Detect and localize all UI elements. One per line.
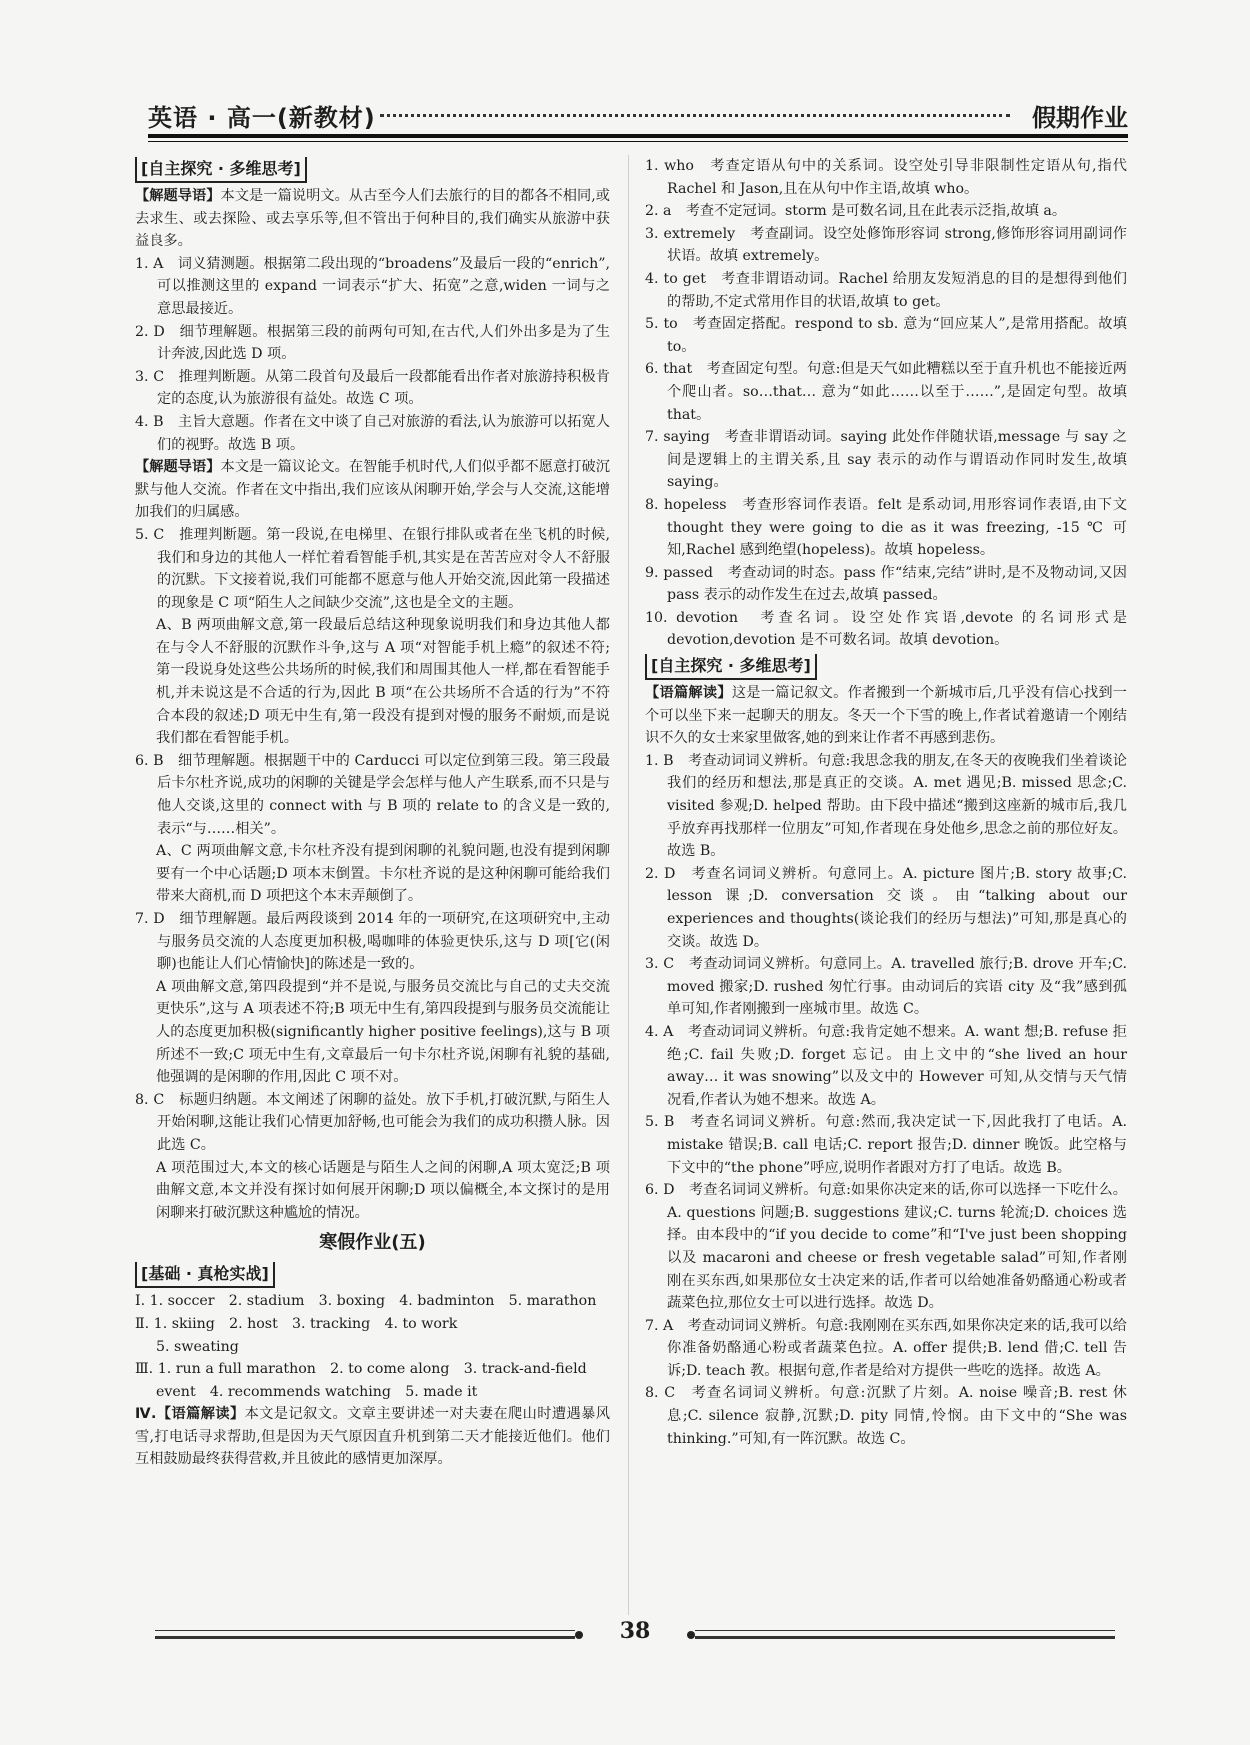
assignment-title: 寒假作业(五)	[319, 1232, 426, 1254]
answer-item: 3. extremely 考查副词。设空处修饰形容词 strong,修饰形容词用副词作状语。故填 extremely。	[645, 225, 1127, 265]
answer-item: 5. C 推理判断题。第一段说,在电梯里、在银行排队或者在坐飞机的时候,我们和身边的其他人一样忙着看智能手机,其实是在苦苦应对令人不舒服的沉默。下文接着说,我们可能都不愿意与他人开始交流,因此第一段描述的现象是 C 项“陌生人之间缺少交流”,这也是全文的主题。	[135, 526, 610, 611]
header-rule-thin	[148, 141, 1128, 142]
answer-item: 5. to 考查固定搭配。respond to sb. 意为“回应某人”,是常用搭配。故填 to。	[645, 316, 1127, 355]
column-divider	[628, 155, 629, 1615]
answer-line: Ⅰ. 1. soccer 2. stadium 3. boxing 4. badminton 5. marathon	[135, 1293, 597, 1310]
answer-item: 6. that 考查固定句型。句意:但是天气如此糟糕以至于直升机也不能接近两个爬山者。so…that… 意为“如此……以至于……”,是固定句型。故填 that。	[645, 361, 1127, 423]
series-title: 假期作业	[1032, 104, 1128, 132]
answer-item: 1. B 考查动词词义辨析。句意:我思念我的朋友,在冬天的夜晚我们坐着谈论我们的经历和想法,那是真正的交谈。A. met 遇见;B. missed 思念;C. visited 参观;D. helped 帮助。由下段中描述“搬到这座新的城市后,我几乎放弃再找那样一位朋友”可知,作者现在身处他乡,思念之前的那位好友。故选 B。	[645, 752, 1127, 860]
header-dotted-leader	[380, 114, 1010, 117]
answer-item: 3. C 考查动词词义辨析。句意同上。A. travelled 旅行;B. drove 开车;C. moved 搬家;D. rushed 匆忙行事。由动词后的宾语 city 及“我”感到孤单可知,作者刚搬到一座城市里。故选 C。	[645, 956, 1127, 1018]
section-heading: [自主探究 · 多维思考]	[135, 157, 307, 183]
answer-item: 8. C 标题归纳题。本文阐述了闲聊的益处。放下手机,打破沉默,与陌生人开始闲聊,这能让我们心情更加舒畅,也可能会为我们的成功积攒人脉。因此选 C。	[135, 1091, 610, 1153]
answer-line: Ⅲ. 1. run a full marathon 2. to come along 3. track-and-field	[135, 1361, 587, 1378]
section-heading: [自主探究 · 多维思考]	[645, 654, 817, 680]
page-footer	[155, 1618, 1115, 1658]
answer-item: 6. D 考查名词词义辨析。句意:如果你决定来的话,你可以选择一下吃什么。A. questions 问题;B. suggestions 建议;C. turns 轮流;D. choices 选择。由本段中的“if you decide to come”和“I've just been shopping 以及 macaroni and cheese or fresh vegetable salad”可知,作者刚刚在买东西,如果那位女士决定来的话,作者可以给她准备奶酪通心粉或者蔬菜色拉,那位女士可以进行选择。故选 D。	[645, 1182, 1127, 1312]
answer-item: 2. D 考查名词词义辨析。句意同上。A. picture 图片;B. story 故事;C. lesson 课;D. conversation 交谈。由“talking about our experiences and thoughts(谈论我们的经历与想法)”可知,那是真心的交谈。故选 D。	[645, 865, 1127, 950]
passage-intro: 【语篇解读】这是一篇记叙文。作者搬到一个新城市后,几乎没有信心找到一个可以坐下来一起聊天的朋友。冬天一个下雪的晚上,作者试着邀请一个刚结识不久的女士来家里做客,她的到来让作者不再感到悲伤。	[645, 685, 1127, 747]
answer-item: 7. A 考查动词词义辨析。句意:我刚刚在买东西,如果你决定来的话,我可以给你准备奶酪通心粉或者蔬菜色拉。A. offer 提供;B. lend 借;C. tell 告诉;D. teach 教。根据句意,作者是给对方提供一些吃的选择。故选 A。	[645, 1317, 1127, 1379]
page-number: 38	[619, 1618, 651, 1644]
page-header	[148, 96, 1128, 136]
answer-line: event 4. recommends watching 5. made it	[156, 1383, 478, 1400]
intro-tag: 【解题导语】	[135, 459, 221, 476]
header-rule-thick	[148, 134, 1128, 138]
answer-item: 2. a 考查不定冠词。storm 是可数名词,且在此表示泛指,故填 a。	[645, 203, 1067, 220]
answer-item: 2. D 细节理解题。根据第三段的前两句可知,在古代,人们外出多是为了生计奔波,因此选 D 项。	[135, 323, 610, 363]
answer-item: 5. B 考查名词词义辨析。句意:然而,我决定试一下,因此我打了电话。A. mistake 错误;B. call 电话;C. report 报告;D. dinner 晚饭。此空格与下文中的“the phone”呼应,说明作者跟对方打了电话。故选 B。	[645, 1114, 1127, 1176]
footer-rule	[695, 1636, 1115, 1639]
intro-tag: 【语篇解读】	[645, 685, 732, 702]
footer-rule	[695, 1630, 1115, 1631]
answer-item: 1. A 词义猜测题。根据第二段出现的“broadens”及最后一段的“enrich”,可以推测这里的 expand 一词表示“扩大、拓宽”之意,widen 一词与之意思最接近。	[135, 255, 610, 317]
answer-item: 4. A 考查动词词义辨析。句意:我肯定她不想来。A. want 想;B. refuse 拒绝;C. fail 失败;D. forget 忘记。由上文中的“she lived an hour away… it was snowing”以及文中的 However 可知,从交情与天气情况看,作者认为她不想来。故选 A。	[645, 1023, 1127, 1108]
right-column	[645, 155, 1127, 1450]
answer-explanation: A、C 两项曲解文意,卡尔杜齐没有提到闲聊的礼貌问题,也没有提到闲聊要有一个中心话题;D 项本末倒置。卡尔杜齐说的是这种闲聊可能给我们带来大商机,而 D 项把这个本末弄颠倒了。	[156, 843, 610, 905]
answer-item: 4. B 主旨大意题。作者在文中谈了自己对旅游的看法,认为旅游可以拓宽人们的视野。故选 B 项。	[135, 413, 610, 453]
answer-item: 7. saying 考查非谓语动词。saying 此处作伴随状语,message 与 say 之间是逻辑上的主谓关系,且 say 表示的动作与谓语动作同时发生,故填 saying。	[645, 429, 1127, 491]
answer-item: 7. D 细节理解题。最后两段谈到 2014 年的一项研究,在这项研究中,主动与服务员交流的人态度更加积极,喝咖啡的体验更快乐,这与 D 项[它(闲聊)也能让人们心情愉快]的陈述是一致的。	[135, 911, 610, 973]
passage-intro: Ⅳ.【语篇解读】本文是记叙文。文章主要讲述一对夫妻在爬山时遭遇暴风雪,打电话寻求帮助,但是因为天气原因直升机到第二天才能接近他们。他们互相鼓励最终获得营救,并且彼此的感情更加深厚。	[135, 1406, 610, 1468]
answer-explanation: A 项曲解文意,第四段提到“并不是说,与服务员交流比与自己的丈夫交流更快乐”,这与 A 项表述不符;B 项无中生有,第四段提到与服务员交流能让人的态度更加积极(significantly higher positive feelings),这与 B 项所述不一致;C 项无中生有,文章最后一句卡尔杜齐说,闲聊有礼貌的基础,他强调的是闲聊的作用,因此 C 项不对。	[156, 978, 610, 1086]
answer-item: 8. hopeless 考查形容词作表语。felt 是系动词,用形容词作表语,由下文 thought they were going to die as it was freezing, -15 ℃ 可知,Rachel 感到绝望(hopeless)。故填 hopeless。	[645, 496, 1127, 559]
answer-item: 9. passed 考查动词的时态。pass 作“结束,完结”讲时,是不及物动词,又因 pass 表示的动作发生在过去,故填 passed。	[645, 564, 1127, 604]
footer-dot	[687, 1631, 695, 1639]
answer-item: 4. to get 考查非谓语动词。Rachel 给朋友发短消息的目的是想得到他们的帮助,不定式常用作目的状语,故填 to get。	[645, 270, 1127, 310]
answer-explanation: A、B 两项曲解文意,第一段最后总结这种现象说明我们和身边其他人都在与令人不舒服的沉默作斗争,这与 A 项“对智能手机上瘾”的叙述不符;第一段说身处这些公共场所的时候,我们和周围其他人一样,都在看智能手机,并未说这是不合适的行为,因此 B 项“在公共场所不合适的行为”不符合本段的叙述;D 项无中生有,第一段没有提到对慢的服务不耐烦,而是说我们都在看智能手机。	[156, 617, 610, 747]
left-column	[135, 155, 610, 1471]
answer-explanation: A 项范围过大,本文的核心话题是与陌生人之间的闲聊,A 项太宽泛;B 项曲解文意,本文并没有探讨如何展开闲聊;D 项以偏概全,本文探讨的是用闲聊来打破沉默这种尴尬的情况。	[156, 1159, 610, 1221]
answer-item: 3. C 推理判断题。从第二段首句及最后一段都能看出作者对旅游持积极肯定的态度,认为旅游很有益处。故选 C 项。	[135, 368, 610, 408]
intro-tag: Ⅳ.【语篇解读】	[135, 1406, 245, 1423]
answer-item: 8. C 考查名词词义辨析。句意:沉默了片刻。A. noise 噪音;B. rest 休息;C. silence 寂静,沉默;D. pity 同情,怜悯。由下文中的“She was thinking.”可知,有一阵沉默。故选 C。	[645, 1385, 1127, 1447]
book-title: 英语 · 高一(新教材)	[148, 104, 376, 132]
intro-tag: 【解题导语】	[135, 188, 221, 204]
answer-line: 5. sweating	[156, 1338, 239, 1355]
passage-intro: 【解题导语】本文是一篇议论文。在智能手机时代,人们似乎都不愿意打破沉默与他人交流。作者在文中指出,我们应该从闲聊开始,学会与人交流,这能增加我们的归属感。	[135, 459, 610, 521]
answer-item: 1. who 考查定语从句中的关系词。设空处引导非限制性定语从句,指代 Rachel 和 Jason,且在从句中作主语,故填 who。	[645, 158, 1127, 197]
answer-item: 6. B 细节理解题。根据题干中的 Carducci 可以定位到第三段。第三段最后卡尔杜齐说,成功的闲聊的关键是学会怎样与他人产生联系,而不只是与他人交谈,这里的 connect with 与 B 项的 relate to 的含义是一致的,表示“与……相关”。	[135, 752, 610, 837]
answer-item: 10. devotion 考查名词。设空处作宾语,devote 的名词形式是 devotion,devotion 是不可数名词。故填 devotion。	[645, 609, 1127, 649]
section-heading: [基础 · 真枪实战]	[135, 1262, 275, 1288]
passage-intro: 【解题导语】本文是一篇说明文。从古至今人们去旅行的目的都各不相同,或去求生、或去探险、或去享乐等,但不管出于何种目的,我们确实从旅游中获益良多。	[135, 188, 610, 250]
answer-line: Ⅱ. 1. skiing 2. host 3. tracking 4. to work	[135, 1315, 458, 1332]
